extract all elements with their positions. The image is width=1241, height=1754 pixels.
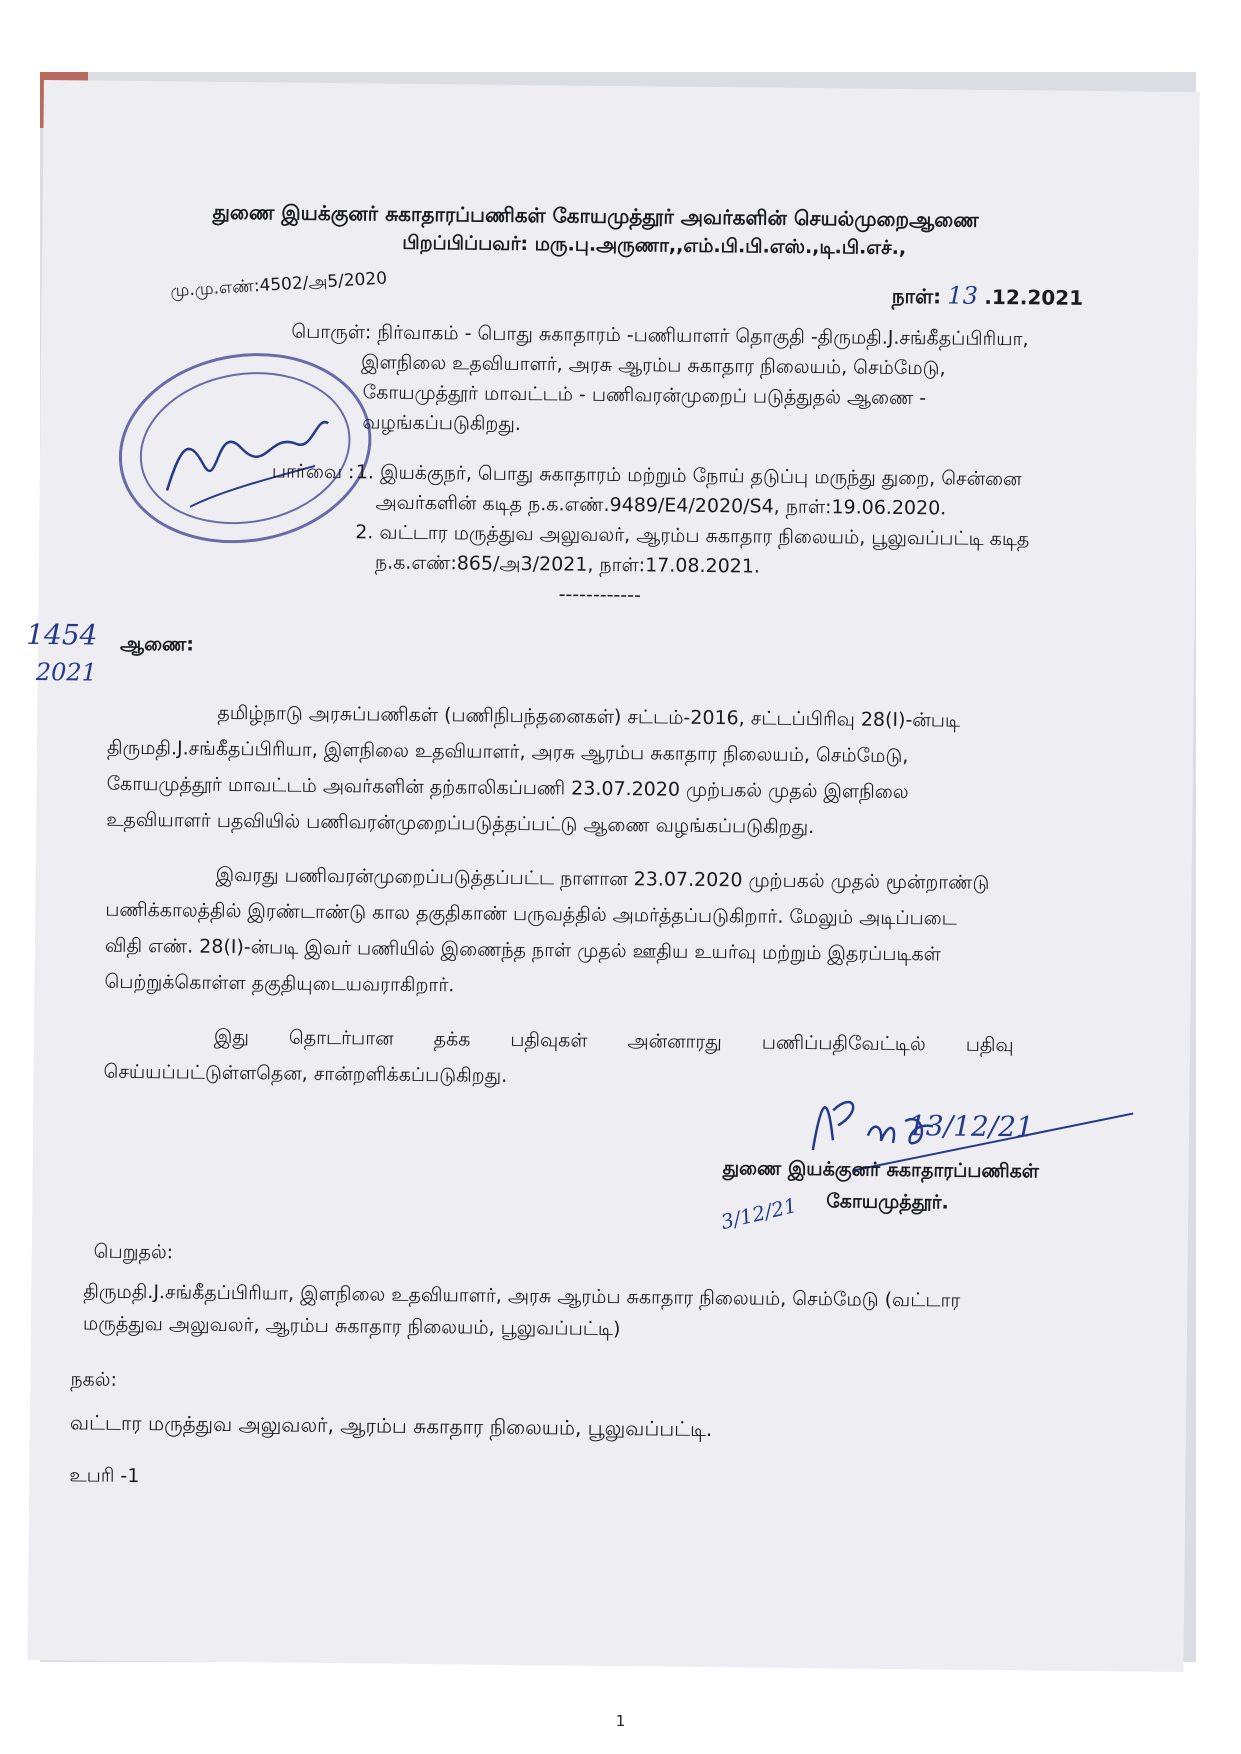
- reference-item2-line2: ந.க.எண்:865/அ3/2021, நாள்:17.08.2021.: [374, 551, 761, 578]
- para3-line2: செய்யப்பட்டுள்ளதென, சான்றளிக்கப்படுகிறது.: [103, 1060, 508, 1087]
- para1-line1: [217, 702, 1072, 736]
- reference-item1-line2: அவர்களின் கடித ந.க.எண்.9489/E4/2020/S4, நாள்:19.06.2020.: [375, 491, 947, 520]
- subject-line1: பொருள்: நிர்வாகம் - பொது சுகாதாரம் -பணியாளர் தொகுதி -திருமதி.J.சங்கீதப்பிரியா,: [291, 320, 1029, 351]
- document-page: [27, 80, 1199, 1672]
- recipient-line1: திருமதி.J.சங்கீதப்பிரியா, இளநிலை உதவியாளர், அரசு ஆரம்ப சுகாதார நிலையம், செம்மேடு (வட்டார: [83, 1280, 961, 1312]
- initial-note: 3/12/21: [718, 1192, 800, 1235]
- signature-handwritten-date: 13/12/21: [907, 1109, 1035, 1144]
- order-date: [892, 281, 1084, 313]
- copy-label: நகல்:: [70, 1368, 118, 1391]
- header-line2: பிறப்பிப்பவர்: மரு.பு.அருணா,,எம்.பி.பி.எஸ்.,டி.பி.எச்.,: [402, 231, 907, 260]
- date-rest: .12.2021: [984, 284, 1084, 310]
- copy-line1: வட்டார மருத்துவ அலுவலர், ஆரம்ப சுகாதார நிலையம், பூலுவப்பட்டி.: [69, 1410, 713, 1442]
- para1-line2: திருமதி.J.சங்கீதப்பிரியா, இளநிலை உதவியாளர், அரசு ஆரம்ப சுகாதார நிலையம், செம்மேடு,: [106, 736, 909, 768]
- reference-item2-line1: 2. வட்டார மருத்துவ அலுவலர், ஆரம்ப சுகாதார நிலையம், பூலுவப்பட்டி கடித: [355, 521, 1030, 551]
- subject-line2: இளநிலை உதவியாளர், அரசு ஆரம்ப சுகாதார நிலையம், செம்மேடு,: [360, 351, 946, 380]
- signature-title-line1: துணை இயக்குனர் சுகாதாரப்பணிகள்: [722, 1157, 1040, 1183]
- para2-line2: பணிக்காலத்தில் இரண்டாண்டு கால தகுதிகாண் பருவத்தில் அமர்த்தப்படுகிறார். மேலும் அடிப்படை: [105, 898, 957, 930]
- subject-line3: கோயமுத்தூர் மாவட்டம் - பணிவரன்முறைப் படுத்துதல் ஆணை -: [362, 381, 927, 410]
- signature-handwritten-name: [853, 1075, 970, 1112]
- reference-number: மு.மு.எண்:4502/அ5/2020: [169, 268, 388, 302]
- handwritten-order-number-top: 1454: [26, 617, 98, 652]
- recipient-label: பெறுதல்:: [93, 1240, 174, 1264]
- copy-spare: உபரி -1: [69, 1464, 140, 1488]
- para1-line4: உதவியாளர் பதவியில் பணிவரன்முறைப்படுத்தப்பட்டு ஆணை வழங்கப்படுகிறது.: [106, 808, 815, 839]
- para2-line4: பெற்றுக்கொள்ள தகுதியுடையவராகிறார்.: [104, 970, 455, 997]
- date-label: நாள்:: [891, 283, 942, 309]
- subject-line4: வழங்கப்படுகிறது.: [362, 411, 522, 436]
- office-stamp: [105, 335, 386, 562]
- reference-item1-line1: 1. இயக்குநர், பொது சுகாதாரம் மற்றும் நோய் தடுப்பு மருந்து துறை, சென்னை: [355, 461, 1022, 491]
- para2-line3: விதி எண். 28(I)-ன்படி இவர் பணியில் இணைந்த நாள் முதல் ஊதிய உயர்வு மற்றும் இதரப்படிகள்: [104, 934, 941, 966]
- para1-line3: கோயமுத்தூர் மாவட்டம் அவர்களின் தற்காலிகப்பணி 23.07.2020 முற்பகல் முதல் இளநிலை: [106, 772, 909, 804]
- para3-line1: இது தொடர்பான தக்க பதிவுகள் அன்னாரது பணிப்பதிவேட்டில் பதிவு: [213, 1025, 1014, 1057]
- page-number: 1: [615, 1712, 626, 1730]
- handwritten-order-number-bottom: 2021: [35, 657, 98, 687]
- header-line1: துணை இயக்குனர் சுகாதாரப்பணிகள் கோயமுத்தூர் அவர்களின் செயல்முறைஆணை: [212, 199, 979, 232]
- para2-line1: இவரது பணிவரன்முறைப்படுத்தப்பட்ட நாளான 23.07.2020 முற்பகல் முதல் மூன்றாண்டு: [215, 863, 990, 894]
- stamp-signature: [108, 338, 382, 558]
- order-label: ஆணை:: [119, 632, 195, 656]
- reference-label: பார்வை :: [271, 460, 355, 484]
- para1-line1-text: தமிழ்நாடு அரசுப்பணிகள் (பணிநிபந்தனைகள்) சட்டம்-2016, சட்டப்பிரிவு 28(I)-ன்படி: [217, 701, 961, 732]
- reference-divider: ------------: [558, 583, 642, 607]
- recipient-line2: மருத்துவ அலுவலர், ஆரம்ப சுகாதார நிலையம், பூலுவப்பட்டி): [82, 1312, 621, 1341]
- date-handwritten-day: 13: [947, 281, 979, 310]
- signature-title-line2: கோயமுத்தூர்.: [826, 1190, 949, 1214]
